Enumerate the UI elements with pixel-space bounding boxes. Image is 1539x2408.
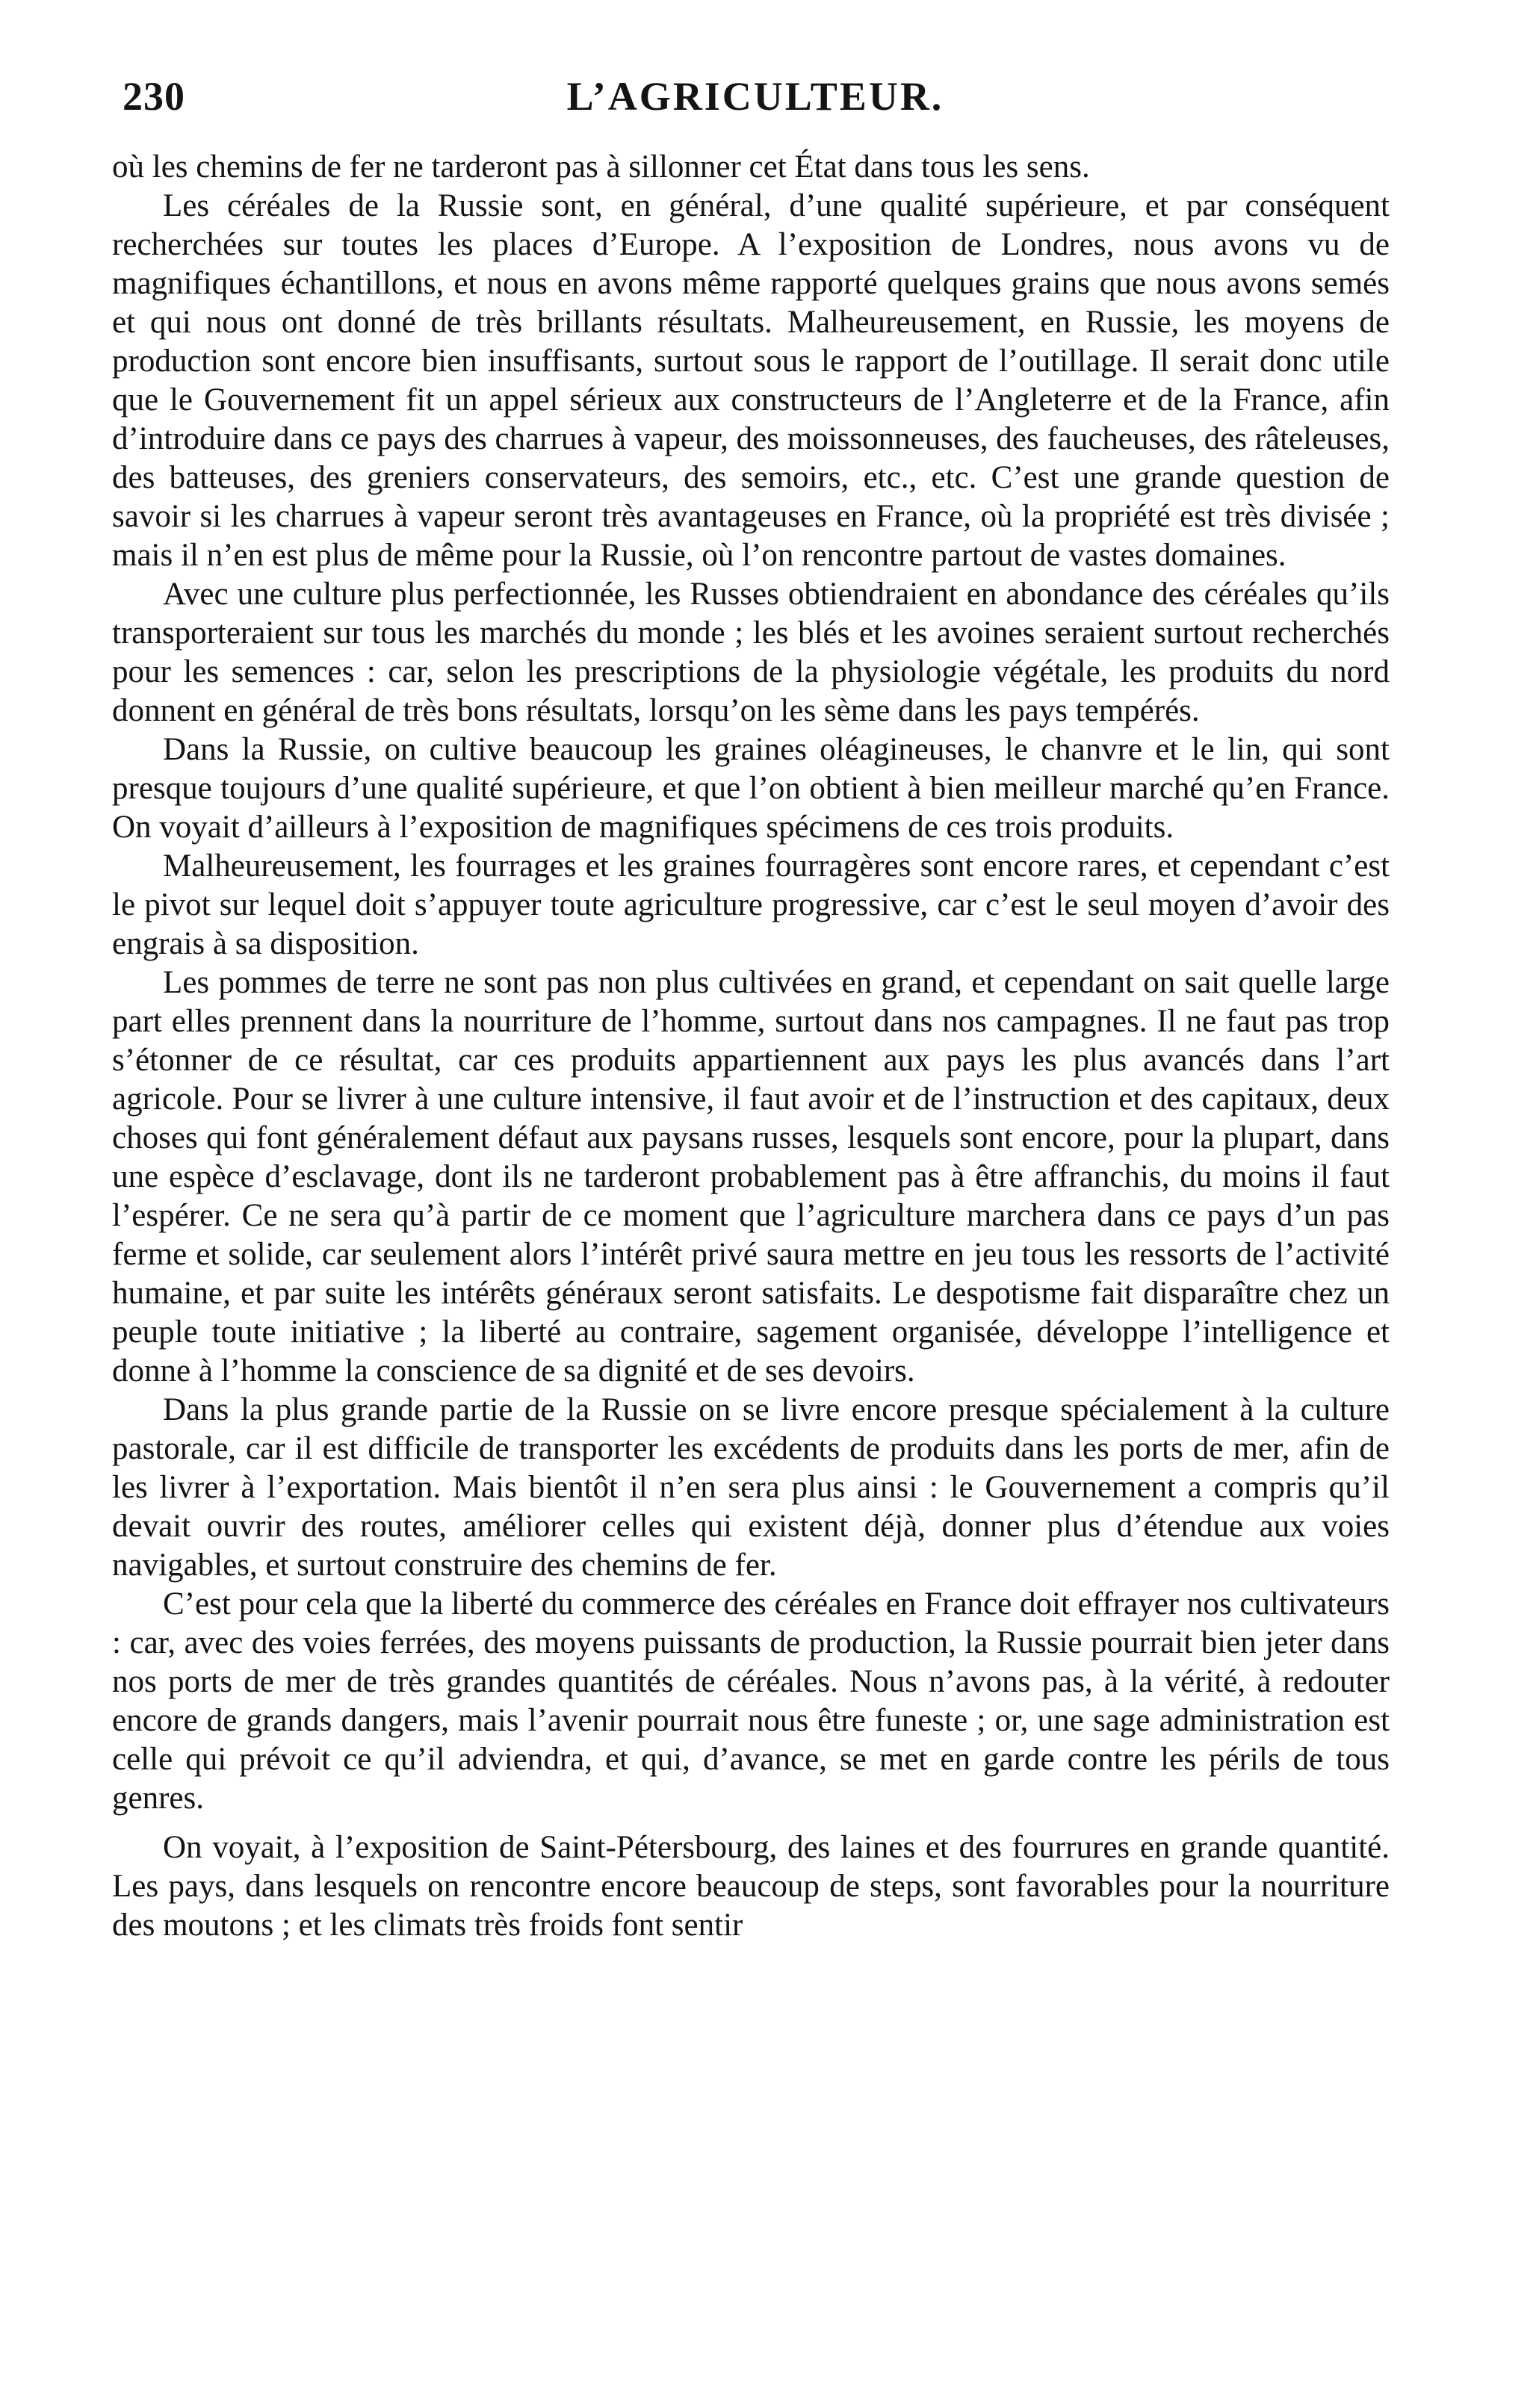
paragraph: Dans la plus grande partie de la Russie on se livre encore presque spécialement à la culture pastorale, car il est difficile de transporter les excédents de produits dans les ports de mer, afin de les livrer à l’exportation. Mais bientôt il n’en sera plus ainsi : le Gouvernement a compris qu’il devait ouvrir des routes, améliorer celles qui existent déjà, donner plus d’étendue aux voies navigables, et surtout construire des chemins de fer. bbox=[112, 1392, 1390, 1583]
running-head: L’AGRICULTEUR. bbox=[566, 74, 944, 119]
page-number: 230 bbox=[123, 74, 185, 119]
paragraph-final: On voyait, à l’exposition de Saint-Pétersbourg, des laines et des fourrures en grande quantité. Les pays, dans lesquels on rencontre encore beaucoup de steps, sont favorables pour la nourriture des moutons ; et les climats très froids font sentir bbox=[112, 1830, 1390, 1943]
paragraph-continued: où les chemins de fer ne tarderont pas à sillonner cet État dans tous les sens. bbox=[112, 149, 1090, 184]
body-text bbox=[112, 148, 1390, 1945]
paragraph: Les pommes de terre ne sont pas non plus cultivées en grand, et cependant on sait quelle large part elles prennent dans la nourriture de l’homme, surtout dans nos campagnes. Il ne faut pas trop s’étonner de ce résultat, car ces produits appartiennent aux pays les plus avancés dans l’art agricole. Pour se livrer à une culture intensive, il faut avoir et de l’instruction et des capitaux, deux choses qui font généralement défaut aux paysans russes, lesquels sont encore, pour la plupart, dans une espèce d’esclavage, dont ils ne tarderont probablement pas à être affranchis, du moins il faut l’espérer. Ce ne sera qu’à partir de ce moment que l’agriculture marchera dans ce pays d’un pas ferme et solide, car seulement alors l’intérêt privé saura mettre en jeu tous les ressorts de l’activité humaine, et par suite les intérêts généraux seront satisfaits. Le despotisme fait disparaître chez un peuple toute initiative ; la liberté au contraire, sagement organisée, développe l’intelligence et donne à l’homme la conscience de sa dignité et de ses devoirs. bbox=[112, 965, 1390, 1388]
paragraph: Dans la Russie, on cultive beaucoup les graines oléagineuses, le chanvre et le lin, qui sont presque toujours d’une qualité supérieure, et que l’on obtient à bien meilleur marché qu’en France. On voyait d’ailleurs à l’exposition de magnifiques spécimens de ces trois produits. bbox=[112, 732, 1390, 845]
paragraph: Malheureusement, les fourrages et les graines fourragères sont encore rares, et cependant c’est le pivot sur lequel doit s’appuyer toute agriculture progressive, car c’est le seul moyen d’avoir des engrais à sa disposition. bbox=[112, 848, 1390, 961]
paragraph: Avec une culture plus perfectionnée, les Russes obtiendraient en abondance des céréales qu’ils transporteraient sur tous les marchés du monde ; les blés et les avoines seraient surtout recherchés pour les semences : car, selon les prescriptions de la physiologie végétale, les produits du nord donnent en général de très bons résultats, lorsqu’on les sème dans les pays tempérés. bbox=[112, 577, 1390, 728]
page-header bbox=[123, 73, 1388, 125]
paragraph: C’est pour cela que la liberté du commerce des céréales en France doit effrayer nos cultivateurs : car, avec des voies ferrées, des moyens puissants de production, la Russie pourrait bien jeter dans nos ports de mer de très grandes quantités de céréales. Nous n’avons pas, à la vérité, à redouter encore de grands dangers, mais l’avenir pourrait nous être funeste ; or, une sage administration est celle qui prévoit ce qu’il adviendra, et qui, d’avance, se met en garde contre les périls de tous genres. bbox=[112, 1586, 1390, 1816]
paragraph: Les céréales de la Russie sont, en général, d’une qualité supérieure, et par conséquent recherchées sur toutes les places d’Europe. A l’exposition de Londres, nous avons vu de magnifiques échantillons, et nous en avons même rapporté quelques grains que nous avons semés et qui nous ont donné de très brillants résultats. Malheureusement, en Russie, les moyens de production sont encore bien insuffisants, surtout sous le rapport de l’outillage. Il serait donc utile que le Gouvernement fit un appel sérieux aux constructeurs de l’Angleterre et de la France, afin d’introduire dans ce pays des charrues à vapeur, des moissonneuses, des faucheuses, des râteleuses, des batteuses, des greniers conservateurs, des semoirs, etc., etc. C’est une grande question de savoir si les charrues à vapeur seront très avantageuses en France, où la propriété est très divisée ; mais il n’en est plus de même pour la Russie, où l’on rencontre partout de vastes domaines. bbox=[112, 188, 1390, 573]
